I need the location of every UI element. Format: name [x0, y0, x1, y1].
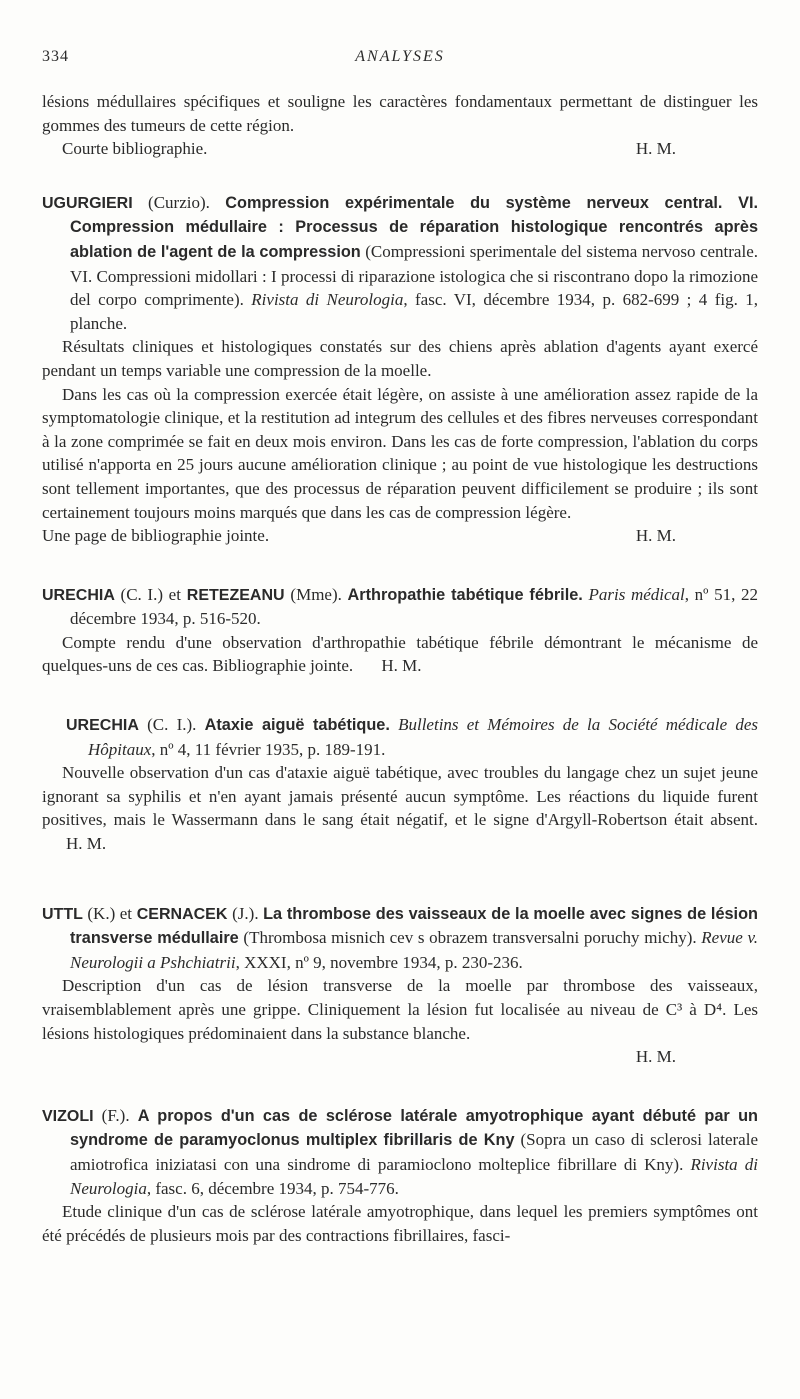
author-initials: (K.) [82, 903, 120, 923]
intro-signature-line [42, 137, 758, 161]
summary-paragraph [42, 761, 758, 855]
author-initials: (C. I.). [138, 715, 205, 735]
summary-paragraph: Résultats cliniques et histologiques constatés sur des chiens après ablation d'agents ayant exercé pendant un temps variable une compression de la moelle. [42, 337, 758, 380]
citation-details: , nº 51, 22 décembre 1934, p. 516-520. [70, 584, 758, 629]
signature: H. M. [635, 139, 676, 159]
author-initials-2: (Mme). [290, 584, 348, 604]
summary-text: Compte rendu d'une observation d'arthropathie tabétique fébrile démontrant le mécanisme de quelques-uns de ces cas. Bibliographie jointe. [42, 632, 758, 676]
bibliography-note: Une page de bibliographie jointe. [42, 526, 270, 546]
entry-heading [42, 191, 758, 336]
journal-name: Bulletins et Mémoires de la Société médicale des Hôpitaux [88, 715, 759, 759]
citation-text: (Sopra un caso di sclerosi laterale amiotrofica iniziatasi con una sindrome di paramioclono molteplice fibrillare di Kny). [70, 1130, 758, 1174]
intro-note: Courte bibliographie. [62, 139, 208, 159]
review-entry [42, 902, 758, 1069]
signature: H. M. [381, 656, 422, 676]
running-title: ANALYSES [355, 48, 445, 65]
entry-heading [42, 902, 758, 975]
article-title: Compression expérimentale du système nerveux central. VI. Compression médullaire : Processus de réparation histologique rencontrés après ablation de l'agent de la compression [70, 193, 759, 261]
citation-details: , XXXI, nº 9, novembre 1934, p. 230-236. [235, 952, 523, 972]
conjunction: et [168, 584, 181, 604]
article-title: Ataxie aiguë tabétique. [204, 716, 390, 735]
author-initials: (C. I.) [114, 584, 169, 604]
author-name-2: CERNACEK [132, 905, 233, 923]
conjunction: et [119, 903, 133, 923]
article-title: Arthropathie tabétique fébrile. [347, 585, 583, 604]
review-entry [42, 713, 758, 856]
review-entry [42, 583, 758, 678]
citation-details: , fasc. VI, décembre 1934, p. 682-699 ; 4 fig. 1, planche. [70, 290, 758, 333]
citation-text: (Thrombosa misnich cev s obrazem transversalni poruchy michy). [238, 928, 702, 948]
article-title: A propos d'un cas de sclérose latérale amyotrophique ayant débuté par un syndrome de paramyoclonus multiplex fibrillaris de Kny [70, 1106, 759, 1150]
review-entry [42, 1104, 758, 1248]
journal-name: Revue v. Neurologii a Pshchiatrii [70, 928, 758, 972]
author-initials: (F.). [93, 1105, 138, 1125]
review-entry [42, 191, 758, 548]
entry-heading [42, 1104, 758, 1200]
author-initials-2: (J.). [232, 903, 264, 923]
summary-last-line [42, 524, 758, 548]
article-title: La thrombose des vaisseaux de la moelle avec signes de lésion transverse médullaire [70, 904, 758, 948]
summary-paragraph: Etude clinique d'un cas de sclérose latérale amyotrophique, dans lequel les premiers symptômes ont été précédés de plusieurs mois par des contractions fibrillaires, fasci- [42, 1202, 758, 1245]
signature: H. M. [66, 834, 107, 854]
page-number: 334 [42, 48, 69, 65]
author-name: UGURGIERI [42, 194, 133, 212]
author-name: URECHIA [66, 717, 139, 735]
author-name: VIZOLI [42, 1107, 94, 1125]
summary-paragraph: Description d'un cas de lésion transverse de la moelle par thrombose des vaisseaux, vraisemblablement après une grippe. Cliniquement la lésion fut localisée au niveau de C³ à D⁴. Les lésions histologiques prédominaient dans la substance blanche. [42, 976, 758, 1043]
entry-heading [42, 713, 758, 761]
author-name: URECHIA [42, 586, 115, 604]
signature: H. M. [635, 1047, 676, 1067]
page-content [42, 90, 758, 1247]
citation-details: , fasc. 6, décembre 1934, p. 754-776. [146, 1178, 399, 1198]
citation-text: (Compressioni sperimentale del sistema nervoso centrale. VI. Compressioni midollari : I processi di riparazione istologica che si riscontrano dopo la rimozione del corpo comprimente). [70, 241, 758, 310]
author-initials: (Curzio). [132, 192, 226, 212]
author-name: UTTL [42, 905, 83, 923]
summary-paragraph: Dans les cas où la compression exercée était légère, on assiste à une amélioration assez rapide de la symptomatologie clinique, et la restitution ad integrum des cellules et des fibres nerveuses correspondant à la zone comprimée se fait en deux mois environ. Dans les cas de forte compression, l'ablation du corps utilisé n'apporta en 25 jours aucune amélioration clinique ; au point de vue histologique les destructions sont tellement importantes, que des processus de réparation peuvent difficilement se produire ; ils sont certainement toujours moins marqués que dans les cas de compression légère. [42, 384, 758, 522]
signature: H. M. [635, 526, 676, 546]
summary-text: Nouvelle observation d'un cas d'ataxie aiguë tabétique, avec troubles du langage chez un sujet jeune ignorant sa syphilis et n'en ayant jamais présenté aucun symptôme. Les réactions du liquide furent positives, mais le Wassermann dans le sang était négatif, et le signe d'Argyll-Robertson était absent. [42, 763, 758, 830]
journal-name: Paris médical [588, 584, 685, 604]
journal-name: Rivista di Neurologia [70, 1154, 758, 1198]
author-name-2: RETEZEANU [180, 586, 291, 604]
journal-name: Rivista di Neurologia [251, 290, 404, 310]
summary-paragraph [42, 631, 758, 678]
entry-heading [42, 583, 758, 631]
citation-details: , nº 4, 11 février 1935, p. 189-191. [151, 739, 386, 759]
page-header [42, 48, 758, 72]
intro-continuation: lésions médullaires spécifiques et souligne les caractères fondamentaux permettant de distinguer les gommes des tumeurs de cette région. [42, 92, 758, 135]
